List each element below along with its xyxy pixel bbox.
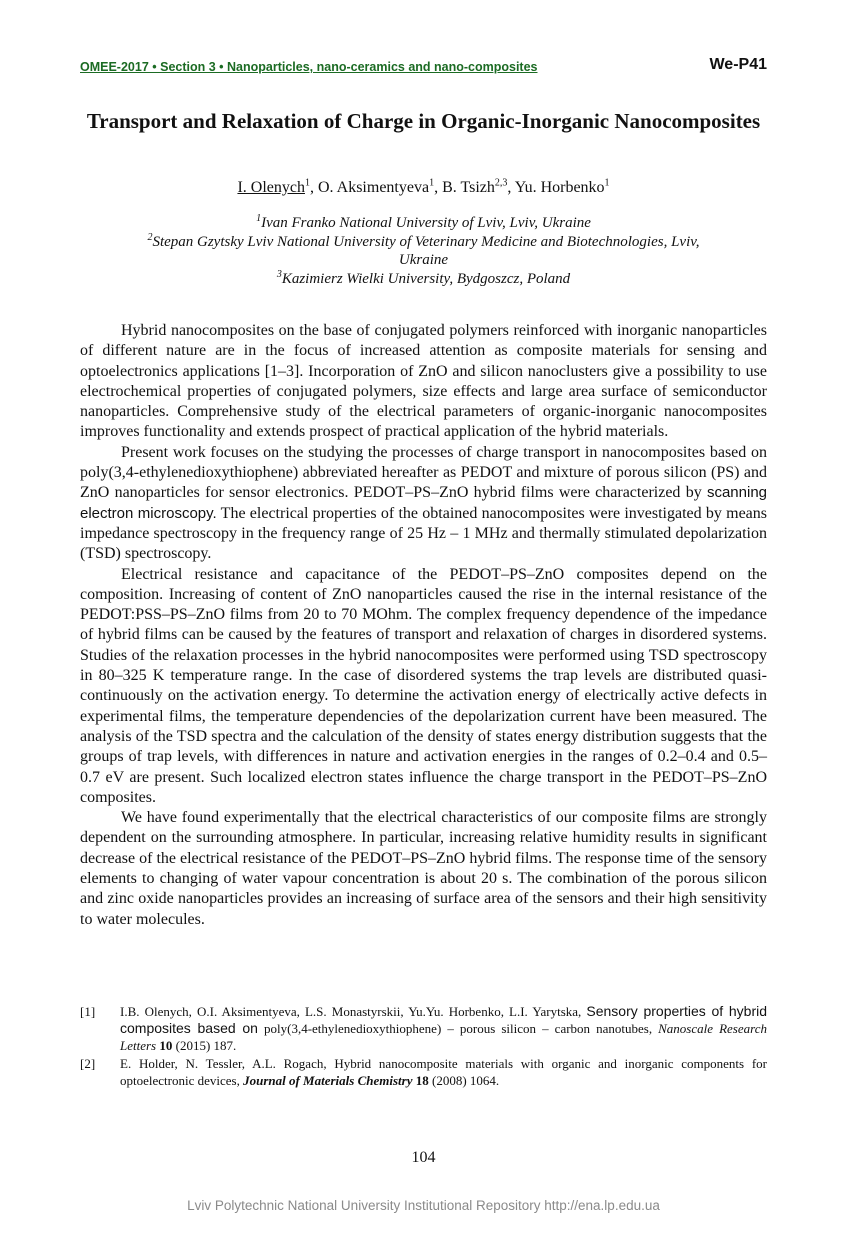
reference-list [80, 1003, 767, 1090]
reference-1-number: [1] [80, 1004, 96, 1019]
author-3-affil: 2,3 [494, 177, 508, 189]
reference-2: [2] E. Holder, N. Tessler, A.L. Rogach, Hybrid nanocomposite materials with organic and inorganic components for optoelectronic devices, Journal of Materials Chemistry 18 (2008) 1064. [80, 1056, 767, 1088]
sem-term: scanning electron microscopy. [80, 484, 767, 522]
author-2-affil: 1 [429, 177, 435, 189]
reference-1: [1] I.B. Olenych, O.I. Aksimentyeva, L.S. Monastyrskii, Yu.Yu. Horbenko, L.I. Yarytska, Sensory properties of hybrid composites based on poly(3,4-ethylenedioxythiophene) – porous silicon – carbon nanotubes, Nanoscale Research Letters 10 (2015) 187. [80, 1003, 768, 1053]
author-4-affil: 1 [604, 177, 610, 189]
affiliations [80, 214, 767, 288]
author-1-affil: 1 [304, 177, 310, 189]
author-3: B. Tsizh [442, 179, 495, 196]
paragraph-3: Electrical resistance and capacitance of the PEDOT–PS–ZnO composites depend on the composition. Increasing of content of ZnO nanoparticles caused the rise in the internal resistance of the PEDOT:PSS–PS–ZnO films from 20 to 70 MOhm. The complex frequency dependence of the impedance of hybrid films can be caused by the features of transport and relaxation of charges in disordered systems. Studies of the relaxation processes in the hybrid nanocomposites were performed using TSD spectroscopy in 80–325 K temperature range. In the case of disordered systems the trap levels are distributed quasi-continuously on the activation energy. To determine the activation energy of electrically active defects in experimental films, the temperature dependencies of the depolarization current have been measured. The analysis of the TSD spectra and the calculation of the density of states energy distribution suggests that the groups of trap levels, with differences in nature and activation energies in the ranges of 0.2–0.4 and 0.5–0.7 eV are present. Such localized electron states influence the charge transport in the PEDOT–PS–ZnO composites. [80, 565, 767, 806]
paragraph-1: Hybrid nanocomposites on the base of conjugated polymers reinforced with inorganic nanoparticles of different nature are in the focus of increased attention as composite materials for sensing and optoelectronics applications [1–3]. Incorporation of ZnO and silicon nanoclusters give a possibility to use electrochemical properties of conjugated polymers, size effects and large area surface of semiconductor nanoparticles. Comprehensive study of the electrical parameters of organic-inorganic nanocomposites improves functionality and extends prospect of practical application of the hybrid materials. [80, 322, 767, 441]
repository-footer: Lviv Polytechnic National University Institutional Repository http://ena.lp.edu.ua [187, 1198, 660, 1213]
author-4: Yu. Horbenko [514, 179, 605, 196]
author-2: O. Aksimentyeva [317, 179, 430, 196]
affiliation-3: $^3$Kazimierz Wielki University, Bydgoszcz, Poland [276, 268, 571, 287]
affiliation-2: $^2$Stepan Gzytsky Lviv National University of Veterinary Medicine and Biotechnologies, Lviv, Ukraine [147, 231, 700, 268]
abstract-body [80, 321, 767, 930]
page-number: 104 [411, 1149, 436, 1166]
paragraph-2: Present work focuses on the studying the processes of charge transport in nanocomposites based on poly(3,4-ethylenedioxythiophene) abbreviated hereafter as PEDOT and mixture of porous silicon (PS) and ZnO nanoparticles for sensor electronics. PEDOT–PS–ZnO hybrid films were characterized by scanning electron microscopy. The electrical properties of the obtained nanocomposites were investigated by means impedance spectroscopy in the frequency range of 25 Hz – 1 MHz and thermally stimulated depolarization (TSD) spectroscopy. [80, 443, 768, 563]
paper-title: Transport and Relaxation of Charge in Organic-Inorganic Nanocomposites [86, 109, 761, 133]
affiliation-1: $^1$Ivan Franko National University of Lviv, Lviv, Ukraine [256, 213, 591, 231]
author-1: I. Olenych [237, 179, 305, 196]
paragraph-4: We have found experimentally that the electrical characteristics of our composite films are strongly dependent on the surrounding atmosphere. In particular, increasing relative humidity results in significant decrease of the electrical resistance of the PEDOT–PS–ZnO hybrid films. The response time of the sensory elements to changing of water vapour concentration is about 20 s. The combination of the porous silicon and zinc oxide nanoparticles provides an increasing of surface area of the sensors and their high sensitivity to water molecules. [80, 809, 767, 928]
paper-code: We-P41 [709, 56, 767, 73]
author-list: I. Olenych$^1$, O. Aksimentyeva$^1$, B. Tsizh$^{2,3}$, Yu. Horbenko$^1$ [237, 177, 610, 196]
conference-header: OMEE-2017 • Section 3 • Nanoparticles, nano-ceramics and nano-composites [80, 60, 538, 74]
reference-2-number: [2] [80, 1056, 96, 1071]
